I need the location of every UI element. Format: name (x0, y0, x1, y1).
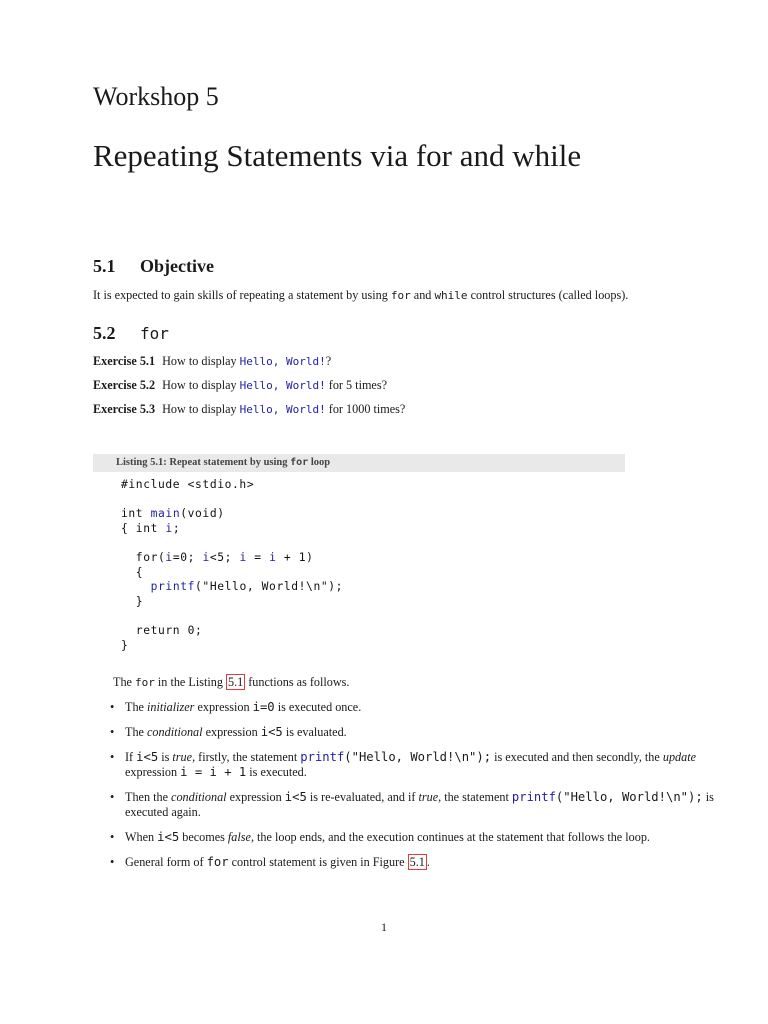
text: for 1000 times? (325, 402, 406, 416)
exercise-item (93, 378, 387, 393)
text: The (113, 675, 135, 689)
code-line: { int i; (121, 521, 181, 535)
listing-caption (93, 454, 625, 472)
inline-code: Hello, World! (239, 355, 326, 368)
code-line: return 0; (121, 623, 203, 637)
text: ? (325, 354, 332, 368)
section-title: for (140, 324, 169, 343)
text: loop (308, 457, 331, 468)
code-line: int main(void) (121, 507, 225, 521)
section-number: 5.2 (93, 323, 116, 343)
inline-code: for (135, 676, 155, 689)
inline-code: Hello, World! (239, 403, 326, 416)
section-number: 5.1 (93, 256, 116, 276)
text: for 5 times? (325, 378, 387, 392)
section-objective-heading (93, 256, 214, 277)
code-line: printf("Hello, World!\n"); (150, 580, 344, 594)
workshop-label: Workshop 5 (93, 82, 219, 111)
section-title: Objective (140, 256, 214, 276)
code-line: { (121, 565, 144, 579)
exercise-item (93, 402, 405, 417)
listing-reference-link[interactable]: 5.1 (227, 675, 244, 689)
text: control structures (called loops). (467, 288, 629, 302)
intro-paragraph (113, 675, 349, 690)
inline-code: for (390, 289, 411, 302)
list-item: • The conditional expression i<5 is evaluated. (108, 725, 720, 740)
list-item: • If i<5 is true, firstly, the statement printf("Hello, World!\n"); is executed and then secondly, the update expression i = i + 1 is executed. (108, 750, 720, 780)
figure-reference-link[interactable]: 5.1 (409, 855, 425, 869)
bullet-list (108, 700, 720, 880)
list-item: • When i<5 becomes false, the loop ends, and the execution continues at the statement that follows the loop. (108, 830, 720, 845)
exercise-label: Exercise 5.1 (93, 354, 156, 368)
exercise-item (93, 354, 331, 369)
inline-code: for (290, 457, 309, 468)
text: Listing 5.1: Repeat statement by using (116, 457, 291, 468)
inline-code: while (434, 289, 468, 302)
section-for-heading (93, 323, 169, 344)
list-item: • General form of for control statement is given in Figure 5.1 . (108, 855, 720, 870)
page-title: Repeating Statements via for and while (93, 138, 582, 173)
text: It is expected to gain skills of repeating a statement by using (93, 288, 391, 302)
code-line: for(i=0; i<5; i = i + 1) (121, 550, 314, 564)
page-number: 1 (381, 920, 387, 934)
text: and (410, 288, 435, 302)
list-item: • Then the conditional expression i<5 is re-evaluated, and if true, the statement printf("Hello, World!\n"); is executed again. (108, 790, 720, 820)
text: functions as follows. (245, 675, 350, 689)
code-line: } (121, 638, 129, 652)
exercise-label: Exercise 5.3 (93, 402, 156, 416)
code-line: } (121, 594, 144, 608)
text: How to display (162, 354, 240, 368)
list-item: • The initializer expression i=0 is executed once. (108, 700, 720, 715)
exercise-label: Exercise 5.2 (93, 378, 156, 392)
text: How to display (162, 402, 240, 416)
text: How to display (162, 378, 240, 392)
objective-paragraph (93, 288, 733, 303)
text: in the Listing (154, 675, 226, 689)
inline-code: Hello, World! (239, 379, 326, 392)
code-listing (121, 478, 343, 653)
code-line: #include <stdio.h> (121, 478, 255, 491)
